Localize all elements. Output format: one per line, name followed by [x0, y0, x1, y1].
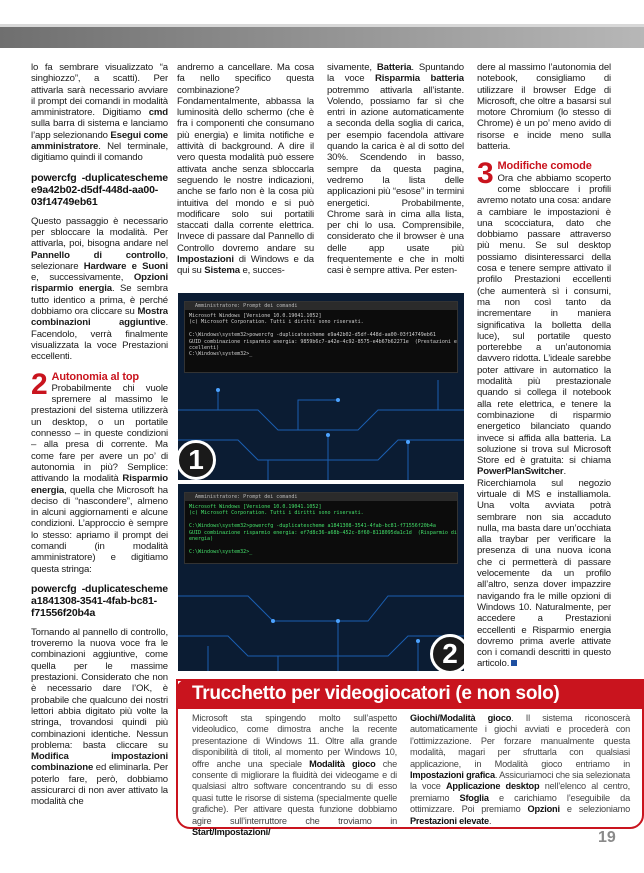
section-number: 3	[477, 157, 494, 191]
cmd-window-title: Amministratore: Prompt dei comandi	[185, 302, 457, 310]
cmd-output	[185, 501, 457, 558]
cmd-output-line: Microsoft Windows [Versione 10.0.19041.1052]	[189, 313, 322, 319]
cmd-output-line: C:\Windows\system32>powercfg -duplicatescheme a1841308-3541-4fab-bc81-f71556f20b4a	[189, 523, 436, 530]
cmd-output-line: Microsoft Windows [Versione 10.0.19041.1052]	[189, 504, 322, 510]
cmd-window-title: Amministratore: Prompt dei comandi	[185, 493, 457, 501]
screenshot-1	[178, 293, 464, 480]
section-title: Modifiche comode	[497, 160, 592, 173]
article-column-2	[177, 62, 314, 290]
paragraph: andremo a cancellare. Ma cosa fa nello specifico questa combinazione? Fondamentalmente, abbassa la luminosità dello schermo (che è fra i componenti che consumano più energia) e limita notifiche e attività di background. A dire il vero questa modalità può essere attivata anche senza sbloccarla seguendo le nostre indicazioni, anche se farlo non è la cosa più intuitiva del mondo e si può modificare solo sui portatili staccati dalla corrente elettrica. Invece di passare dal Pannello di Controllo dovremo andare su Impostazioni di Windows e da qui su Sistema e, succes-	[177, 62, 314, 277]
cmd-output-line: energia)	[189, 536, 214, 543]
paragraph: dere al massimo l’autonomia del notebook, consigliamo di utilizzare il browser Edge di Microsoft, che oltre a basarsi sul motore Chromium (lo stesso di Chrome) è un po’ meno avido di risorse e incide meno sulla batteria.	[477, 62, 611, 153]
tip-box-column-left: Microsoft sta spingendo molto sull’aspetto videoludico, come dimostra anche la recente presentazione di Windows 11. Oltre alla grande disponibilità di titoli, al momento per Windows 10, offre anche una speciale Modalità gioco che consente di migliorare la fluidità dei videogame e di qualsiasi altro software concentrando su di esso quasi tutte le risorse di sistema (specialmente quelle grafiche). Per attivare questa funzione dobbiamo agire sull’interruttore che troviamo in Start/Impostazioni/	[192, 713, 397, 838]
article-column-3	[327, 62, 464, 290]
step-badge-2: 2	[430, 634, 464, 671]
header-rule	[0, 24, 644, 27]
section-3: 3 Modifiche comode Ora che abbiamo scoperto come sbloccare i profili avremo notato una cosa: andare a cambiare le impostazioni è una scocciatura, dato che dobbiamo passare attraverso più menu. Se sul desktop possiamo disinteressarci della cosa e tenere sempre attivato il profilo Prestazioni eccellenti (che aumenterà sì i consumi, ma non così tanto da incrementare in maniera significativa la bolletta della luce), sul portatile questo porterebbe a un’autonomia davvero ridotta. L’ideale sarebbe poter attivare in automatico la modalità più prestazionale quando si collega il notebook alla rete elettrica, e tenere la combinazione di risparmio energetico bilanciato quando invece si affida alla batteria. La soluzione si trova sul Microsoft Store ed è gratuita: si chiama PowerPlanSwitcher. Ricerchiamola sul negozio virtuale di MS e installiamola. Una volta avviata potrà sembrare non sia accaduto nulla, ma basta dare un’occhiata alla traybar per verificare la presenza di una nuova icona che ci permetterà di passare velocemente da un profilo all’altro, senza dover impazzire navigando fra le mille opzioni di Windows 10. Naturalmente, per accedere a Prestazioni eccellenti e Risparmio energia dovremo prima averle attivate con i comandi descritti in questo articolo.	[477, 157, 611, 670]
paragraph: lo fa sembrare visualizzato “a singhiozzo”, a scatti). Per attivarla sarà necessario avviare il prompt dei comandi in modalità amministratore. Digitiamo cmd sulla barra di sistema e lanciamo l’app selezionando Esegui come amministratore. Nel terminale, digitiamo quindi il comando	[31, 62, 168, 164]
paragraph: sivamente, Batteria. Spuntando la voce Risparmia batteria potremmo attivarla all’istante. Volendo, possiamo far sì che entri in azione automaticamente a seconda della soglia di carica, per esempio facendola attivare quando la carica è al di sotto del 30%. Scendendo in basso, sempre da questa pagina, vedremo la lista delle applicazioni più “esose” in termini energetici. Probabilmente, Chrome sarà in cima alla lista, per chi lo usa. Comprensibile, considerato che il browser è una delle app usate più frequentemente e che in molti casi è sempre attiva. Per esten-	[327, 62, 464, 277]
page-number: 19	[598, 829, 616, 846]
article-column-1	[31, 62, 168, 824]
cmd-output-line: C:\Windows\system32>_	[189, 351, 253, 358]
cmd-output-line: GUID combinazione risparmio energia: ef7d8c36-a68b-452c-8f60-8118095da1c1d (Risparmio di	[189, 529, 457, 536]
section-number: 2	[31, 367, 48, 401]
article-column-4	[477, 62, 611, 674]
tip-box-column-right: Giochi/Modalità gioco. Il sistema riconoscerà automaticamente i giochi avviati e procederà con l’ottimizzazione. Per forzare manualmente questa modalità, magari per sfruttarla con qualsiasi applicazione, in Modalità gioco entriamo in Impostazioni grafica. Assicuriamoci che sia selezionata la voce Applicazione desktop nell’elenco al centro, premiamo Sfoglia e carichiamo l’eseguibile da ottimizzare. Poi premiamo Opzioni e selezioniamo Prestazioni elevate.	[410, 713, 630, 826]
step-badge-1: 1	[178, 440, 216, 480]
cmd-output-line: ccellenti)	[189, 345, 220, 352]
section-title: Autonomia al top	[51, 370, 139, 383]
circuit-background	[178, 380, 464, 480]
section-2: 2 Autonomia al top Probabilmente chi vuole spremere al massimo le prestazioni del sistema utilizzerà un desktop, o un portatile connesso – in queste condizioni – alla presa di corrente. Ma come fare per avere un po’ di autonomia in più? Semplice: attivando la modalità Risparmio energia, quella che Microsoft ha deciso di “nascondere”, almeno in alcuni aggiornamenti e alcune condizioni. L’approccio è sempre lo stesso: apriamo il prompt dei comandi (in modalità amministratore) e digitiamo questa stringa:	[31, 367, 168, 575]
tip-box-title: Trucchetto per videogiocatori (e non solo)	[192, 683, 560, 704]
cmd-output	[185, 310, 457, 361]
cmd-output-line: (c) Microsoft Corporation. Tutti i diritti sono riservati.	[189, 319, 364, 326]
command-string-2: powercfg -duplicatescheme a1841308-3541-4fab-bc81-f71556f20b4a	[31, 582, 168, 619]
cmd-output-line: C:\Windows\system32>_	[189, 548, 253, 555]
paragraph: Questo passaggio è necessario per sbloccare la modalità. Per attivarla, poi, bisogna andare nel Pannello di controllo, selezionare Hardware e Suoni e, successivamente, Opzioni risparmio energia. Se sembra tutto identico a prima, è perché dobbiamo ora cliccare su Mostra combinazioni aggiuntive. Facendolo, verrà finalmente visualizzata la voce Prestazioni eccellenti.	[31, 215, 168, 363]
cmd-window	[184, 492, 458, 564]
header-grey-band	[0, 24, 644, 48]
cmd-output-line: C:\Windows\system32>powercfg -duplicatescheme e9a42b02-d5df-448d-aa00-03f14749eb61	[189, 332, 436, 339]
cmd-window	[184, 301, 458, 373]
cmd-output-line: GUID combinazione risparmio energia: 9859b6c7-a42e-4c92-8575-e4b67b62271e (Prestazioni e	[189, 338, 457, 345]
end-of-article-mark	[511, 660, 517, 666]
circuit-background	[178, 571, 464, 671]
paragraph: Tornando al pannello di controllo, troveremo la nuova voce fra le combinazioni aggiuntive, come quella per le massime prestazioni. Considerato che non è necessario dare l’OK, è probabile che qualcuno dei nostri lettori abbia digitato più volte la stringa, trovandosi quindi più combinazioni identiche. Nessun problema: basta cliccare su Modifica impostazioni combinazione ed eliminarla. Per poterlo fare, però, dobbiamo assicurarci di non aver attivato la modalità che	[31, 626, 168, 808]
command-string-1: powercfg -duplicatescheme e9a42b02-d5df-448d-aa00-03f14749eb61	[31, 171, 168, 208]
screenshot-2	[178, 484, 464, 671]
cmd-output-line: (c) Microsoft Corporation. Tutti i diritti sono riservati.	[189, 510, 364, 517]
